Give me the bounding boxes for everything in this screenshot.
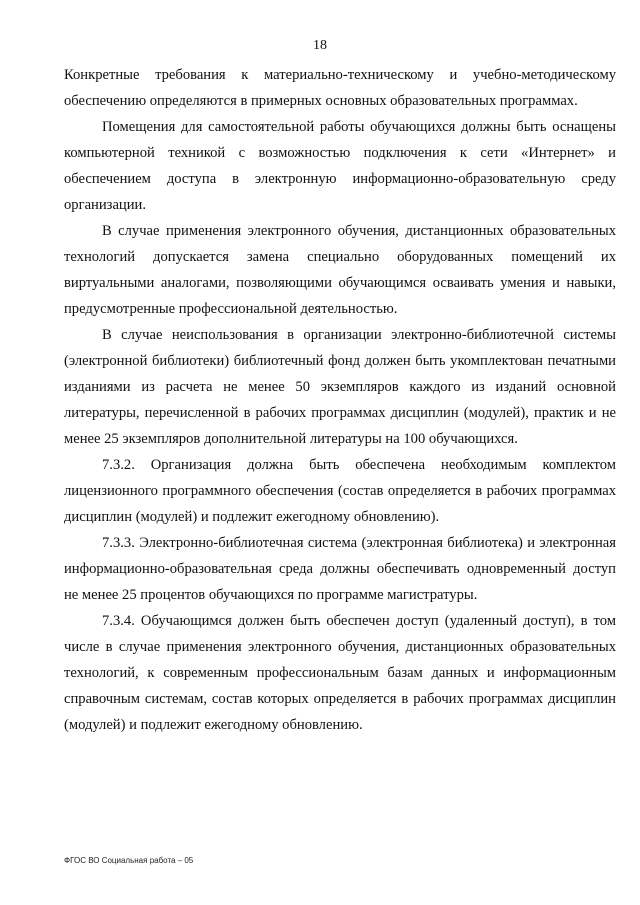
paragraph-7-3-3: 7.3.3. Электронно-библиотечная система (электронная библиотека) и электронная информационно-образовательная среда должны обеспечивать одновременный доступ не менее 25 процентов обучающихся по программе магистратуры. <box>64 535 616 603</box>
page-body <box>64 62 616 738</box>
paragraph-virtual-analogs: В случае применения электронного обучения, дистанционных образовательных технологий допускается замена специально оборудованных помещений их виртуальными аналогами, позволяющими обучающимся осваивать умения и навыки, предусмотренные профессиональной деятельностью. <box>64 223 616 317</box>
paragraph-7-3-4: 7.3.4. Обучающимся должен быть обеспечен доступ (удаленный доступ), в том числе в случае применения электронного обучения, дистанционных образовательных технологий, к современным профессиональным базам данных и информационным справочным системам, состав которых определяется в рабочих программах дисциплин (модулей) и подлежит ежегодному обновлению. <box>64 613 616 733</box>
page-number: 18 <box>313 38 327 53</box>
paragraph-7-3-2: 7.3.2. Организация должна быть обеспечена необходимым комплектом лицензионного программного обеспечения (состав определяется в рабочих программах дисциплин (модулей) и подлежит ежегодному обновлению). <box>64 457 616 525</box>
paragraph-library-fund: В случае неиспользования в организации электронно-библиотечной системы (электронной библиотеки) библиотечный фонд должен быть укомплектован печатными изданиями из расчета не менее 50 экземпляров каждого из изданий основной литературы, перечисленной в рабочих программах дисциплин (модулей), практик и не менее 25 экземпляров дополнительной литературы на 100 обучающихся. <box>64 327 616 447</box>
page-footer: ФГОС ВО Социальная работа – 05 <box>64 856 194 865</box>
paragraph-self-study-rooms: Помещения для самостоятельной работы обучающихся должны быть оснащены компьютерной техникой с возможностью подключения к сети «Интернет» и обеспечением доступа в электронную информационно-образовательную среду организации. <box>64 119 616 213</box>
paragraph-material-requirements: Конкретные требования к материально-техническому и учебно-методическому обеспечению определяются в примерных основных образовательных программах. <box>64 67 616 109</box>
